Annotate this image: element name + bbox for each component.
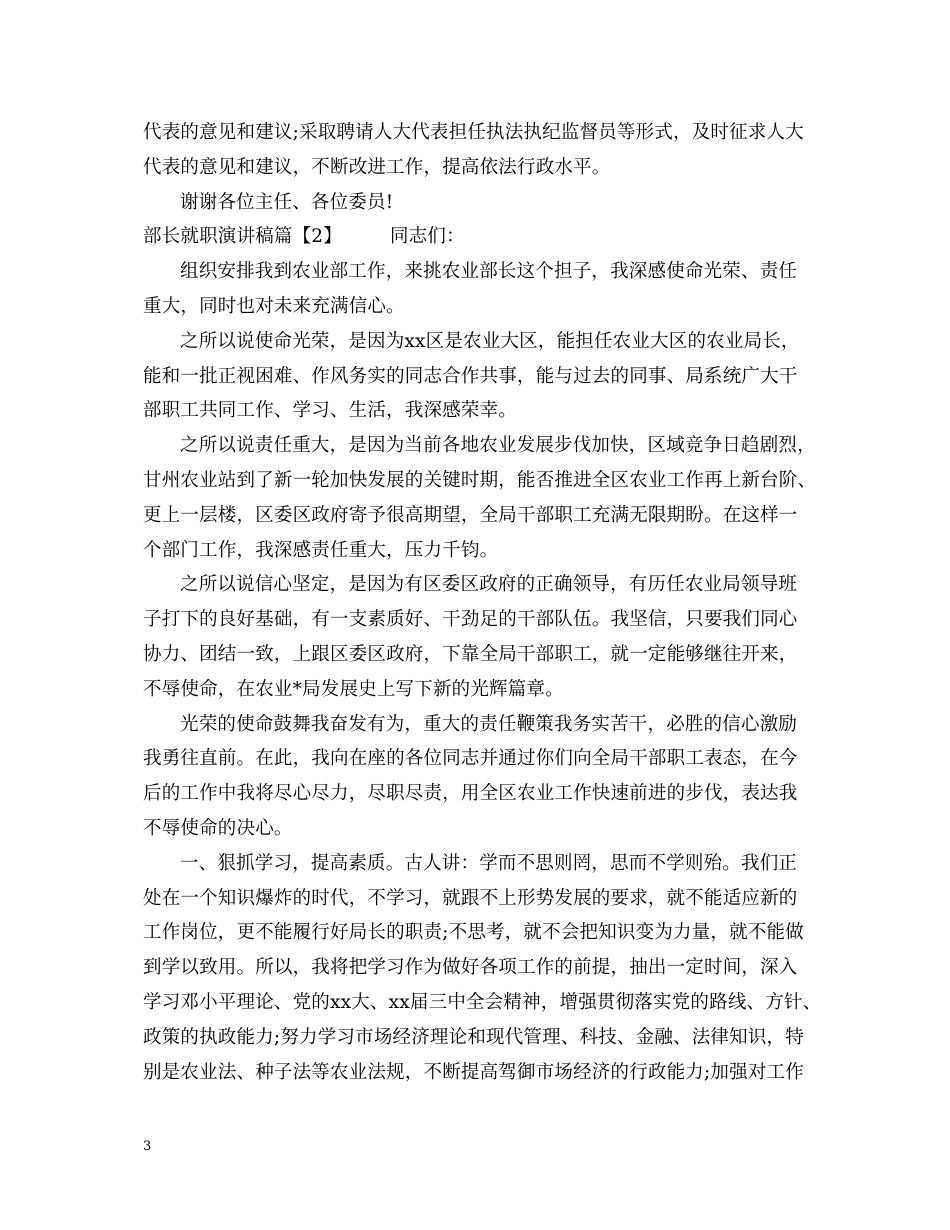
text-line: 甘州农业站到了新一轮加快发展的关键时期，能否推进全区农业工作再上新台阶、 xyxy=(143,469,817,491)
text-line: 政策的执政能力;努力学习市场经济理论和现代管理、科技、金融、法律知识，特 xyxy=(143,1026,804,1048)
text-line: 之所以说责任重大，是因为当前各地农业发展步伐加快，区域竞争日趋剧烈， xyxy=(180,435,816,457)
text-line: 重大，同时也对未来充满信心。 xyxy=(143,295,405,317)
text-line: 子打下的良好基础，有一支素质好、干劲足的干部队伍。我坚信，只要我们同心 xyxy=(143,609,798,631)
section-heading xyxy=(143,220,808,255)
text-line: 工作岗位，更不能履行好局长的职责;不思考，就不会把知识变为力量，就不能做 xyxy=(143,922,804,944)
body-text xyxy=(143,116,822,1090)
text-line: 组织安排我到农业部工作，来挑农业部长这个担子，我深感使命光荣、责任 xyxy=(180,261,798,283)
text-line: 部职工共同工作、学习、生活，我深感荣幸。 xyxy=(143,400,518,422)
text-line: 不辱使命，在农业*局发展史上写下新的光辉篇章。 xyxy=(143,678,564,700)
section-title: 部长就职演讲稿篇【2】 xyxy=(143,226,342,248)
text-line: 我勇往直前。在此，我向在座的各位同志并通过你们向全局干部职工表态，在今 xyxy=(143,748,798,770)
greeting: 同志们： xyxy=(389,226,465,248)
text-line: 到学以致用。所以，我将把学习作为做好各项工作的前提，抽出一定时间，深入 xyxy=(143,957,798,979)
text-line: 光荣的使命鼓舞我奋发有为，重大的责任鞭策我务实苦干，必胜的信心激励 xyxy=(180,713,798,735)
text-line: 更上一层楼，区委区政府寄予很高期望，全局干部职工充满无限期盼。在这样一 xyxy=(143,504,798,526)
text-line: 之所以说信心坚定，是因为有区委区政府的正确领导，有历任农业局领导班 xyxy=(180,574,798,596)
text-line: 处在一个知识爆炸的时代，不学习，就跟不上形势发展的要求，就不能适应新的 xyxy=(143,887,798,909)
text-line: 学习邓小平理论、党的xx大、xx届三中全会精神，增强贯彻落实党的路线、方针、 xyxy=(143,991,822,1013)
text-line: 能和一批正视困难、作风务实的同志合作共事，能与过去的同事、局系统广大干 xyxy=(143,365,798,387)
text-line: 代表的意见和建议，不断改进工作，提高依法行政水平。 xyxy=(143,156,611,178)
text-line: 不辱使命的决心。 xyxy=(143,817,293,839)
page-number: 3 xyxy=(143,1139,152,1154)
text-line: 协力、团结一致，上跟区委区政府，下靠全局干部职工，就一定能够继往开来， xyxy=(143,643,798,665)
text-line: 谢谢各位主任、各位委员! xyxy=(180,191,394,213)
text-line: 代表的意见和建议;采取聘请人大代表担任执法执纪监督员等形式，及时征求人大 xyxy=(143,122,804,143)
text-line: 之所以说使命光荣，是因为xx区是农业大区，能担任农业大区的农业局长， xyxy=(180,330,800,352)
text-line: 个部门工作，我深感责任重大，压力千钧。 xyxy=(143,539,499,561)
text-line: 别是农业法、种子法等农业法规，不断提高驾御市场经济的行政能力;加强对工作 xyxy=(143,1061,804,1083)
text-line: 一、狠抓学习，提高素质。古人讲：学而不思则罔，思而不学则殆。我们正 xyxy=(180,852,798,874)
text-line: 后的工作中我将尽心尽力，尽职尽责，用全区农业工作快速前进的步伐，表达我 xyxy=(143,783,798,805)
